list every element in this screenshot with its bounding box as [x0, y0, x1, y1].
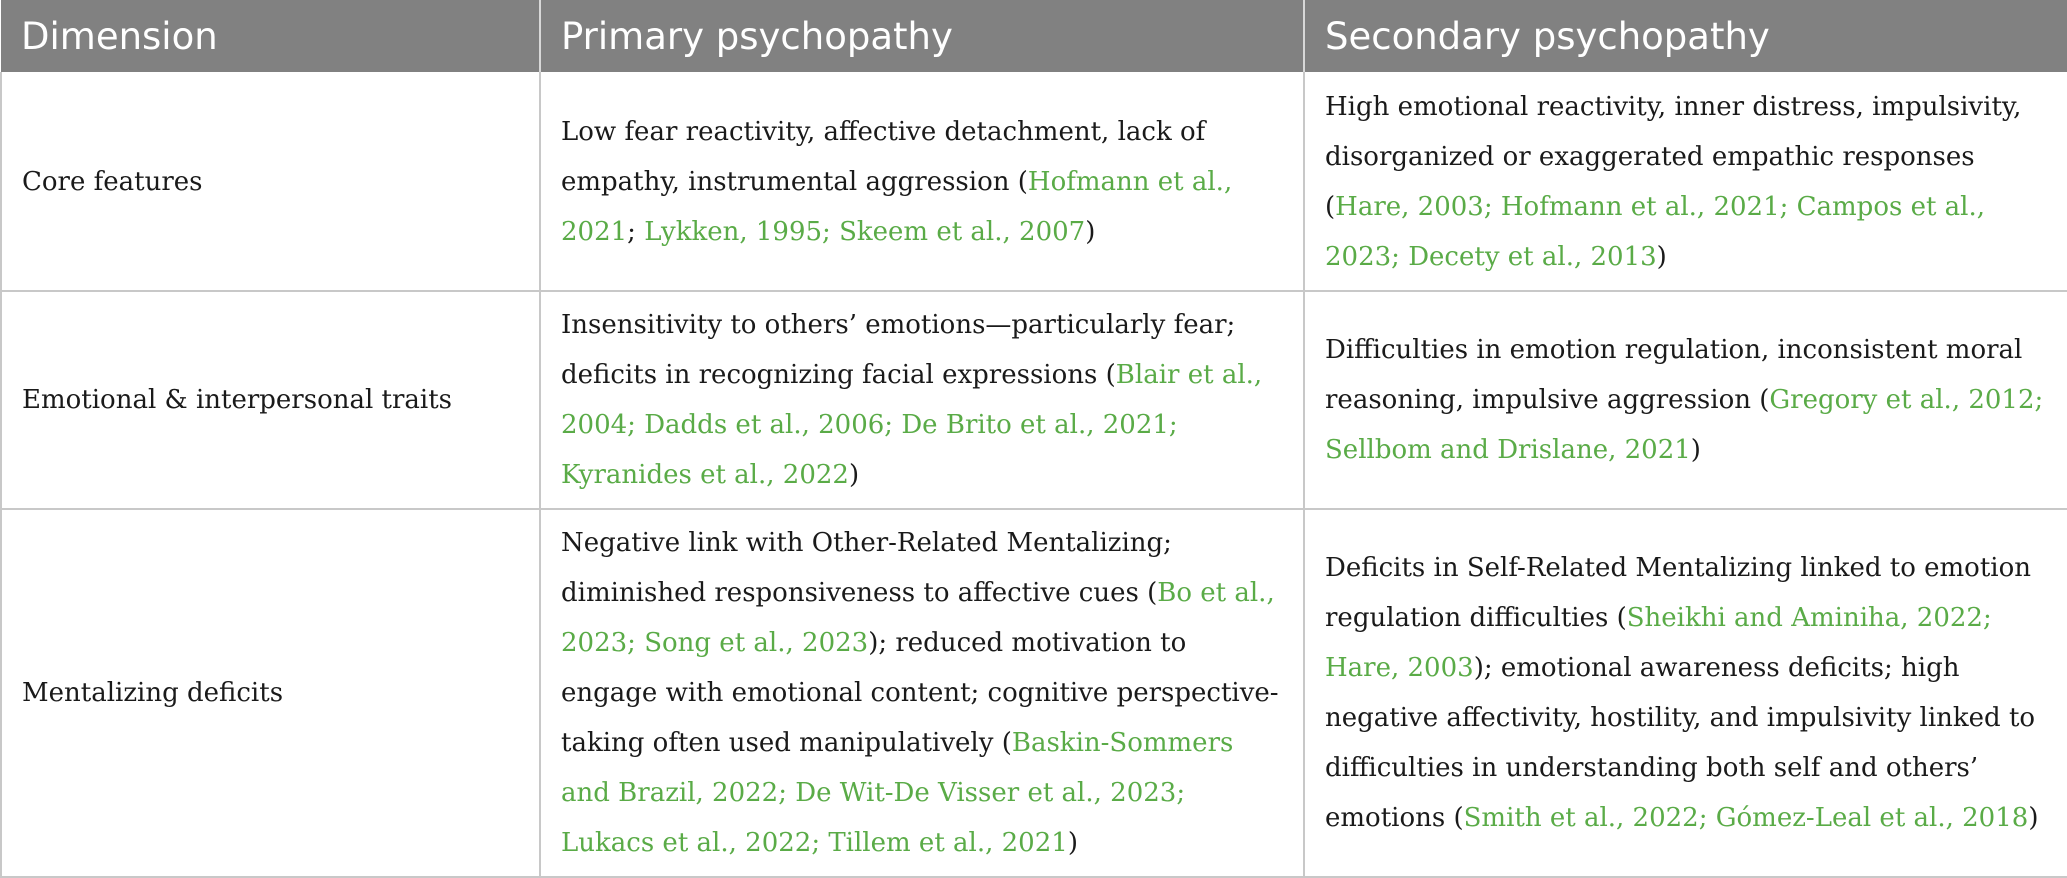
citation-link[interactable]: Smith et al., 2022; Gómez-Leal et al., 2018 — [1463, 803, 2029, 833]
cell-text: Low fear reactivity, affective detachment, lack of empathy, instrumental aggression ( — [561, 117, 1206, 197]
cell-text: ; — [627, 217, 645, 247]
dimension-cell: Mentalizing deficits — [1, 509, 540, 877]
cell-text: ) — [1656, 242, 1667, 272]
cell-text: Deficits in Self-Related Mentalizing linked to emotion regulation difficulties ( — [1325, 553, 2031, 633]
table-body — [1, 72, 2067, 877]
citation-link[interactable]: Blair et al., 2004; Dadds et al., 2006; De Brito et al., 2021; Kyranides et al., 2022 — [561, 360, 1263, 490]
primary-cell — [540, 72, 1304, 291]
cell-text: ); reduced motivation to engage with emotional content; cognitive perspective-taking often used manipulatively ( — [561, 628, 1279, 758]
citation-link[interactable]: Sheikhi and Aminiha, 2022; Hare, 2003 — [1325, 603, 1992, 683]
table-header — [1, 0, 2067, 72]
cell-text: ) — [1085, 217, 1096, 247]
citation-link[interactable]: Hare, 2003; Hofmann et al., 2021; Campos et al., 2023; Decety et al., 2013 — [1325, 192, 1986, 272]
table-row — [1, 72, 2067, 291]
cell-text: High emotional reactivity, inner distress, impulsivity, disorganized or exaggerated empathic responses ( — [1325, 92, 2022, 222]
citation-link[interactable]: Gregory et al., 2012; Sellbom and Drislane, 2021 — [1325, 385, 2044, 465]
citation-link[interactable]: Lykken, 1995; Skeem et al., 2007 — [644, 217, 1086, 247]
table-row — [1, 291, 2067, 509]
header-primary-psychopathy: Primary psychopathy — [540, 0, 1304, 72]
cell-text: ) — [1067, 828, 1078, 858]
secondary-cell — [1304, 509, 2067, 877]
header-secondary-psychopathy: Secondary psychopathy — [1304, 0, 2067, 72]
cell-text: ) — [848, 460, 860, 490]
primary-cell — [540, 509, 1304, 877]
citation-link[interactable]: Baskin-Sommers and Brazil, 2022; De Wit-De Visser et al., 2023; Lukacs et al., 2022; Tillem et al., 2021 — [561, 728, 1234, 858]
primary-cell — [540, 291, 1304, 509]
header-row — [1, 0, 2067, 72]
secondary-cell — [1304, 291, 2067, 509]
citation-link[interactable]: Hofmann et al., 2021 — [561, 167, 1233, 247]
dimension-cell: Emotional & interpersonal traits — [1, 291, 540, 509]
cell-text: Insensitivity to others’ emotions—particularly fear; deficits in recognizing facial expressions ( — [561, 310, 1236, 390]
table-row — [1, 509, 2067, 877]
secondary-cell — [1304, 72, 2067, 291]
header-dimension: Dimension — [1, 0, 540, 72]
citation-link[interactable]: Bo et al., 2023; Song et al., 2023 — [561, 578, 1275, 658]
dimension-cell: Core features — [1, 72, 540, 291]
cell-text: ); emotional awareness deficits; high negative affectivity, hostility, and impulsivity linked to difficulties in understanding both self and others’ emotions ( — [1325, 653, 2036, 833]
cell-text: ) — [1690, 435, 1701, 465]
cell-text: ) — [2028, 803, 2039, 833]
cell-text: Negative link with Other-Related Mentalizing; diminished responsiveness to affective cues ( — [561, 528, 1172, 608]
cell-text: Difficulties in emotion regulation, inconsistent moral reasoning, impulsive aggression ( — [1325, 335, 2023, 415]
